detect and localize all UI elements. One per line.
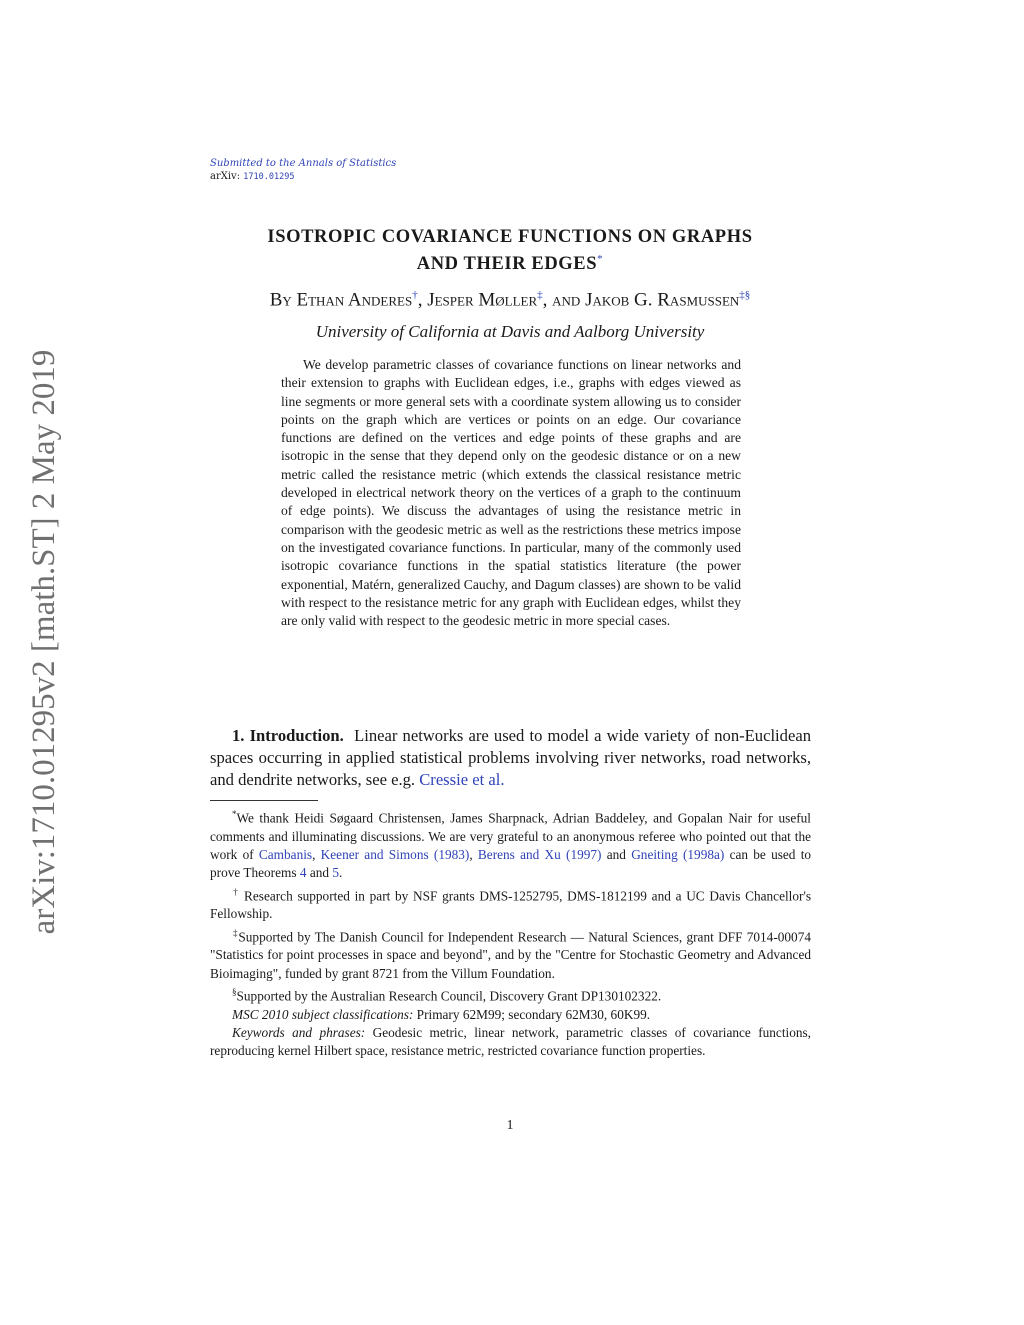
author-list: By Ethan Anderes†, Jesper Møller‡, and Jakob G. Rasmussen‡§ (269, 289, 751, 311)
introduction-paragraph (210, 725, 811, 791)
title-line-1: ISOTROPIC COVARIANCE FUNCTIONS ON GRAPHS (267, 227, 753, 247)
msc-classifications: MSC 2010 subject classifications: Primary 62M99; secondary 62M30, 60K99. (232, 1006, 651, 1022)
citation-berens-xu[interactable]: Berens and Xu (477, 847, 561, 863)
arxiv-id-link[interactable]: 1710.01295 (243, 172, 295, 182)
arxiv-side-stamp: arXiv:1710.01295v2 [math.ST] 2 May 2019 (26, 349, 62, 935)
footnote-mark: † (232, 886, 240, 897)
keywords-label: Keywords and phrases: (232, 1024, 366, 1040)
affiliation: University of California at Davis and Aalborg University (315, 322, 705, 341)
footnote-nsf: † Research supported in part by NSF grants DMS-1252795, DMS-1812199 and a UC Davis Chancellor's Fellowship. (210, 886, 812, 922)
arxiv-id-line (210, 171, 294, 182)
citation-cressie[interactable]: Cressie et al. (419, 770, 505, 789)
and-word: and (552, 289, 581, 311)
footnote-mark: § (232, 986, 237, 997)
arxiv-label: arXiv: (210, 171, 241, 182)
by-word: By (269, 289, 292, 311)
journal-submission-note[interactable]: Submitted to the Annals of Statistics (210, 158, 397, 169)
footnote-rule (210, 800, 318, 801)
footnote-acknowledgements: *We thank Heidi Søgaard Christensen, James Sharpnack, Adrian Baddeley, and Gopalan Nair for useful comments and illuminating discussions. We are very grateful to an anonymous referee who pointed out that the work of Cambanis, Keener and Simons (1983), Berens and Xu (1997) and Gneiting (1998a) can be used to prove Theorems 4 and 5. (210, 809, 812, 881)
footnotes (210, 805, 811, 1061)
author-anderes: Ethan Anderes (296, 289, 413, 311)
theorem-4-link[interactable]: 4 (299, 865, 307, 881)
author-moller-mark[interactable]: ‡ (537, 289, 543, 301)
section-heading: 1. Introduction. (232, 726, 344, 745)
theorem-5-link[interactable]: 5 (332, 865, 340, 881)
footnote-mark: * (232, 809, 237, 819)
title-footnote-mark[interactable]: * (597, 253, 604, 265)
title-line-2: AND THEIR EDGES* (416, 253, 604, 275)
footnote-arc: §Supported by the Australian Research Council, Discovery Grant DP130102322. (232, 986, 662, 1004)
msc-label: MSC 2010 subject classifications: (232, 1006, 414, 1022)
abstract-text: We develop parametric classes of covariance functions on linear networks and their extension to graphs with Euclidean edges, i.e., graphs with edges viewed as line segments or more general sets with a coordinate system allowing us to consider points on the graph which are vertices or points on an edge. Our covariance functions are defined on the vertices and edge points of these graphs and are isotropic in the sense that they depend only on the geodesic distance or on a new metric called the resistance metric (which extends the classical resistance metric developed in electrical network theory on the vertices of a graph to the continuum of edge points). We discuss the advantages of using the resistance metric in comparison with the geodesic metric as well as the restrictions these metrics impose on the investigated covariance functions. In particular, many of the commonly used isotropic covariance functions in the spatial statistics literature (the power exponential, Matérn, generalized Cauchy, and Dagum classes) are shown to be valid with respect to the resistance metric for any graph with Euclidean edges, whilst they are only valid with respect to the geodesic metric in more special cases. (281, 357, 741, 629)
citation-year-1997[interactable]: (1997) (566, 847, 602, 863)
author-moller: Jesper Møller (427, 289, 538, 311)
citation-year-1983[interactable]: (1983) (433, 847, 470, 863)
citation-keener-simons[interactable]: Keener and Simons (320, 847, 429, 863)
citation-gneiting[interactable]: Gneiting (631, 847, 678, 863)
citation-year-1998a[interactable]: (1998a) (682, 847, 725, 863)
intro-text: Linear networks are used to model a wide variety of non-Euclidean spaces occurring in applied statistical problems involving river networks, road networks, and dendrite networks, see e.g. (210, 726, 811, 789)
author-rasmussen-mark[interactable]: ‡§ (739, 289, 751, 301)
citation-cambanis[interactable]: Cambanis (258, 847, 313, 863)
author-anderes-mark[interactable]: † (412, 289, 418, 301)
keywords: Keywords and phrases: Geodesic metric, linear network, parametric classes of covariance functions, reproducing kernel Hilbert space, resistance metric, restricted covariance function properties. (210, 1024, 812, 1059)
abstract (281, 356, 741, 630)
footnote-danish-council: ‡Supported by The Danish Council for Independent Research — Natural Sciences, grant DFF 7014-00074 "Statistics for point processes in space and beyond", and by the "Centre for Stochastic Geometry and Advanced Bioimaging", funded by grant 8721 from the Villum Foundation. (210, 927, 811, 981)
footnote-mark: ‡ (232, 927, 239, 938)
paper-title (200, 226, 820, 275)
author-rasmussen: Jakob G. Rasmussen (585, 289, 740, 311)
page-number: 1 (506, 1118, 514, 1133)
